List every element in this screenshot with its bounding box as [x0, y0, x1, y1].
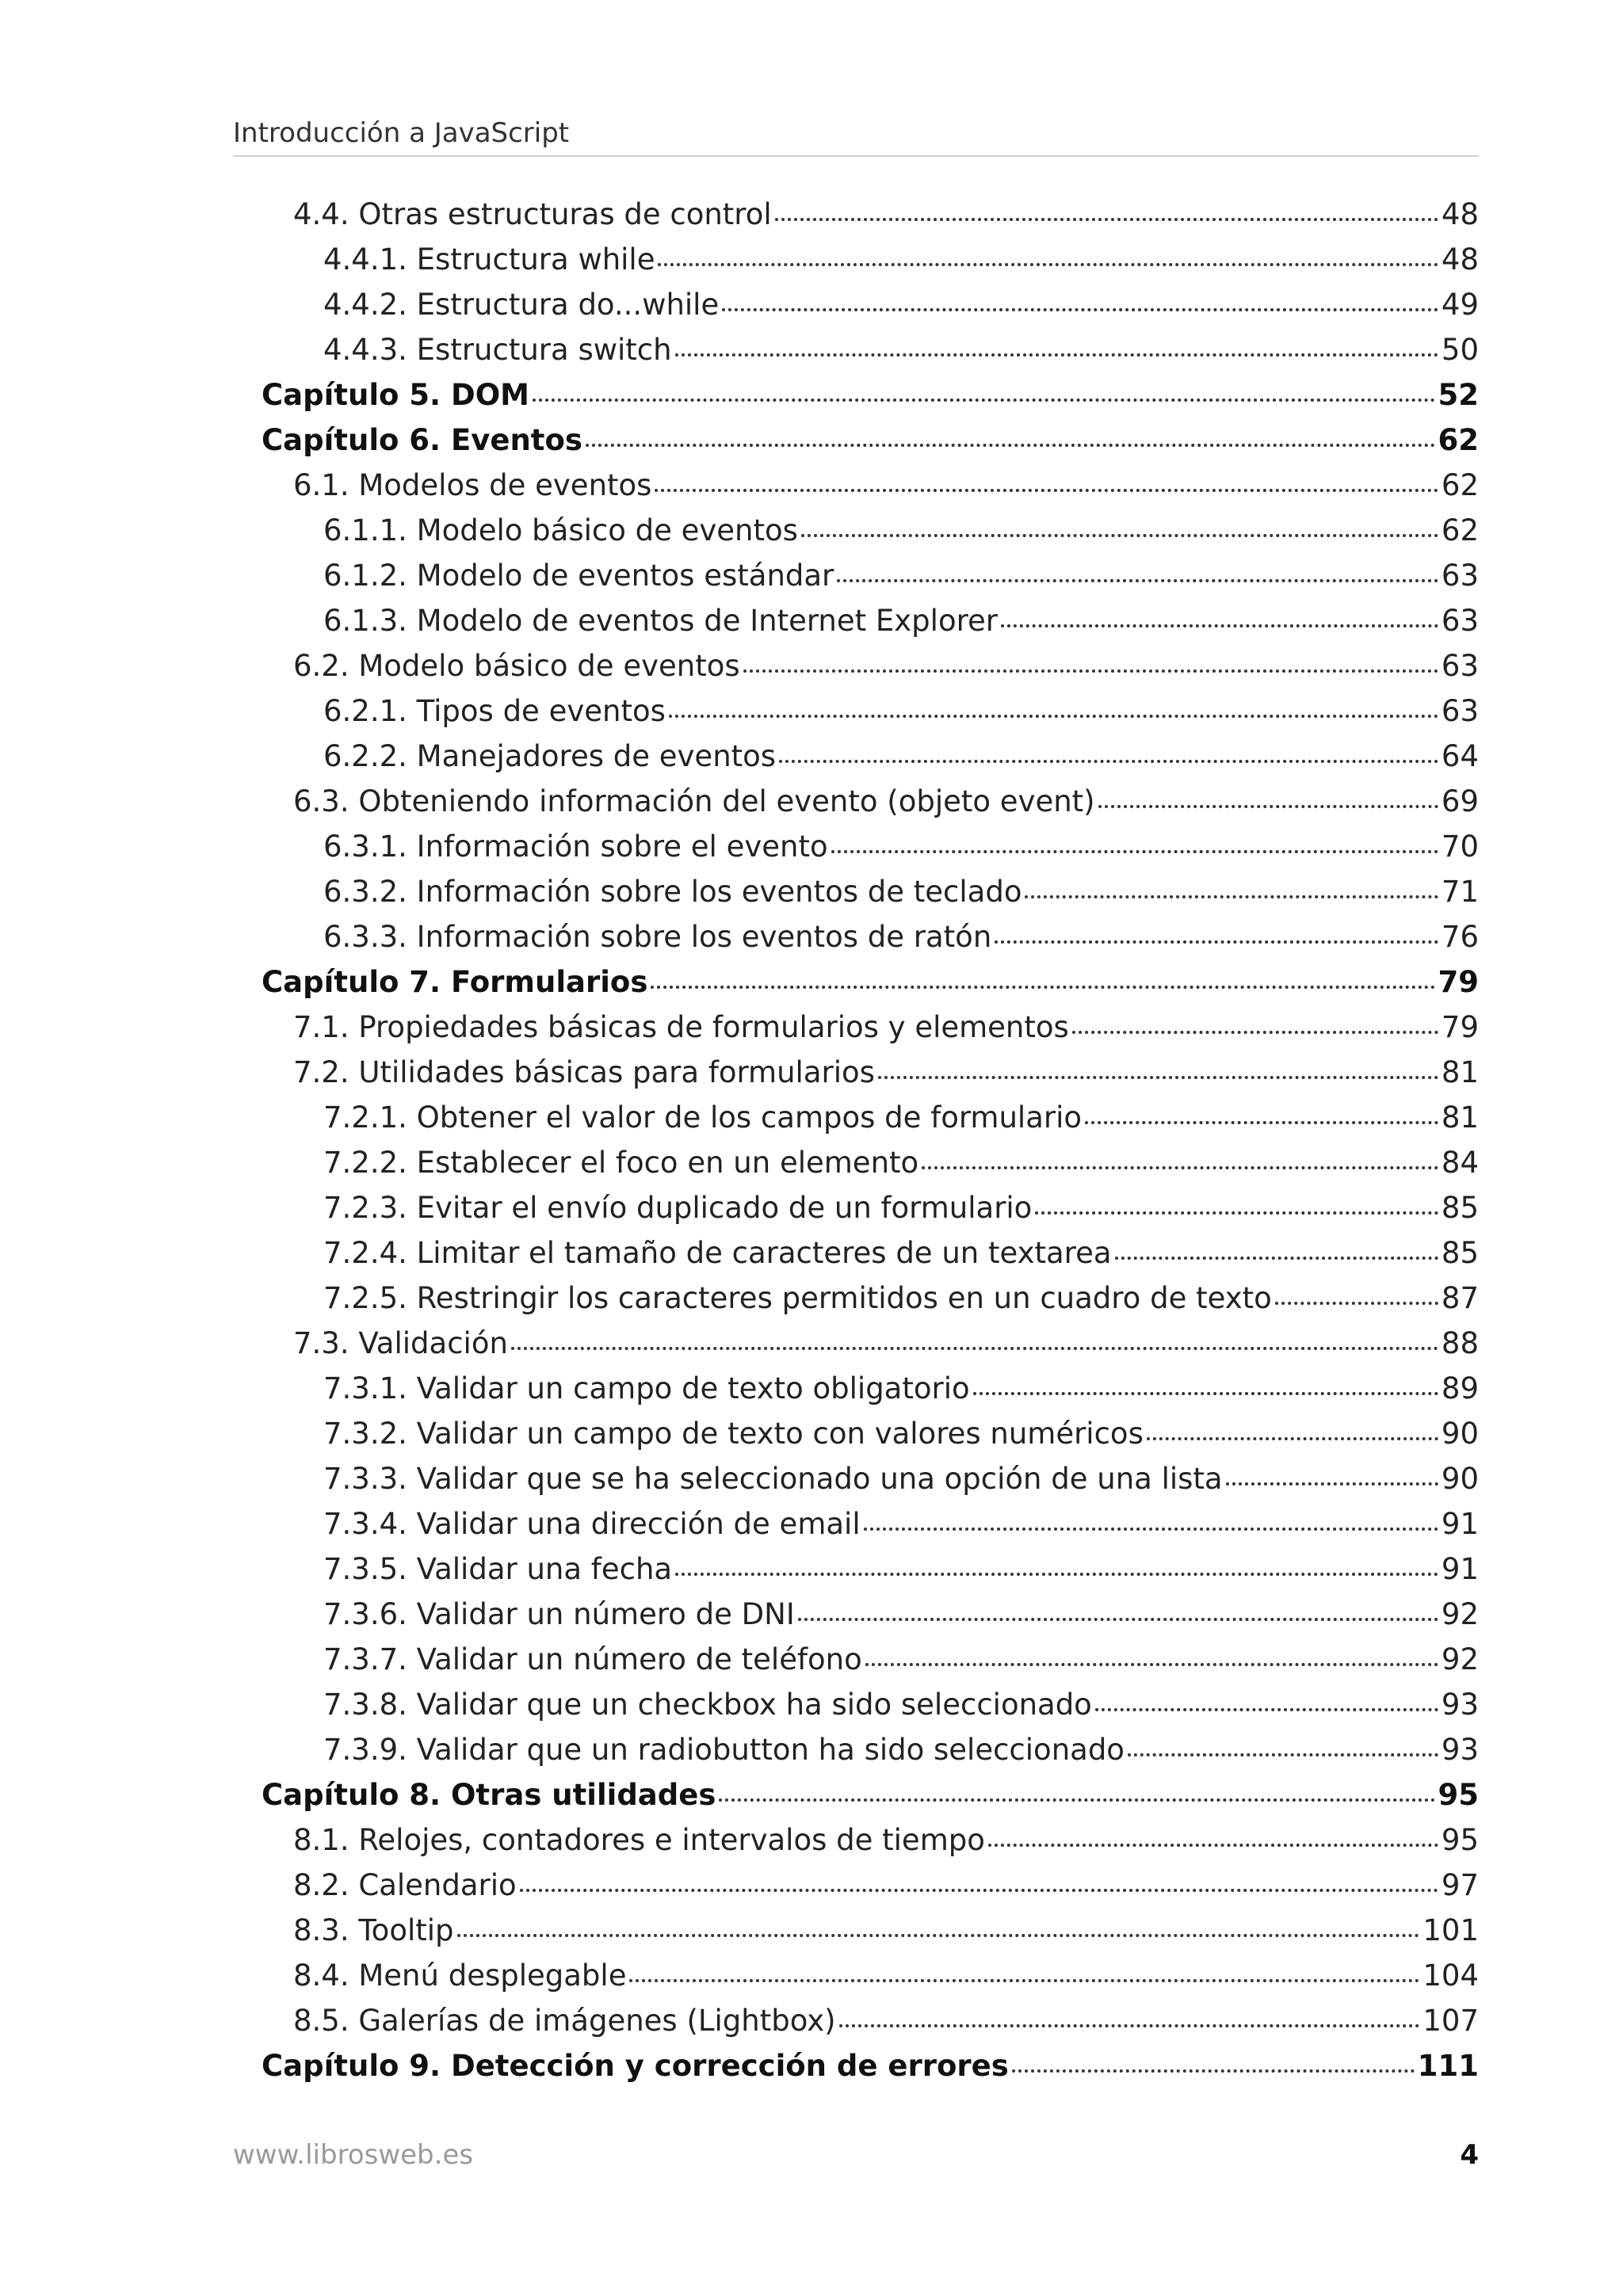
toc-entry[interactable]: [262, 237, 1479, 282]
header-divider: [233, 155, 1479, 157]
toc-entry[interactable]: [262, 1276, 1479, 1321]
toc-entry-title: 7.3.2. Validar un campo de texto con valores numéricos: [323, 1417, 1144, 1451]
toc-dot-leader: [1115, 1257, 1438, 1260]
toc-entry-title: 4.4. Otras estructuras de control: [293, 197, 772, 231]
toc-dot-leader: [1128, 1753, 1438, 1756]
toc-entry-title: 7.2.1. Obtener el valor de los campos de formulario: [323, 1100, 1082, 1135]
toc-entry[interactable]: [262, 824, 1479, 869]
toc-entry[interactable]: [262, 1411, 1479, 1456]
toc-dot-leader: [743, 669, 1438, 673]
toc-entry-page: 64: [1441, 739, 1479, 773]
toc-entry-title: 6.2.1. Tipos de eventos: [323, 694, 666, 728]
toc-entry-page: 63: [1441, 604, 1479, 638]
toc-dot-leader: [658, 263, 1438, 266]
toc-entry-title: 6.1.1. Modelo básico de eventos: [323, 513, 798, 547]
toc-dot-leader: [864, 1527, 1438, 1531]
toc-dot-leader: [1147, 1437, 1438, 1440]
toc-entry-page: 79: [1438, 965, 1479, 999]
toc-dot-leader: [1085, 1121, 1438, 1124]
toc-entry-title: 8.1. Relojes, contadores e intervalos de tiempo: [293, 1823, 985, 1857]
toc-entry-title: 8.4. Menú desplegable: [293, 1958, 627, 1993]
toc-entry-title: Capítulo 7. Formularios: [262, 965, 648, 999]
toc-chapter-entry[interactable]: [262, 959, 1479, 1005]
toc-chapter-entry[interactable]: [262, 2043, 1479, 2088]
toc-dot-leader: [1275, 1302, 1438, 1305]
toc-dot-leader: [719, 1798, 1434, 1802]
toc-entry-title: 6.1.3. Modelo de eventos de Internet Explorer: [323, 604, 998, 638]
toc-dot-leader: [1035, 1211, 1438, 1215]
toc-entry-title: 7.3. Validación: [293, 1326, 508, 1360]
toc-dot-leader: [722, 308, 1438, 311]
toc-entry-title: 7.2.5. Restringir los caracteres permitidos en un cuadro de texto: [323, 1281, 1272, 1315]
toc-dot-leader: [837, 579, 1438, 582]
toc-dot-leader: [1226, 1482, 1438, 1486]
toc-entry-title: 7.3.7. Validar un número de teléfono: [323, 1642, 862, 1676]
toc-entry-page: 63: [1441, 649, 1479, 683]
toc-dot-leader: [831, 850, 1438, 853]
toc-entry[interactable]: [262, 282, 1479, 327]
footer-url: www.librosweb.es: [233, 2139, 474, 2171]
toc-entry-page: 85: [1441, 1191, 1479, 1225]
toc-entry-title: 6.1. Modelos de eventos: [293, 468, 652, 502]
toc-dot-leader: [1072, 1031, 1438, 1034]
toc-entry-title: 6.3.3. Información sobre los eventos de ratón: [323, 920, 992, 954]
toc-entry-page: 104: [1423, 1958, 1479, 1993]
toc-chapter-entry[interactable]: [262, 418, 1479, 463]
toc-entry[interactable]: [262, 1817, 1479, 1863]
toc-entry[interactable]: [262, 1095, 1479, 1140]
toc-entry[interactable]: [262, 1998, 1479, 2043]
toc-entry-page: 63: [1441, 559, 1479, 593]
toc-dot-leader: [511, 1347, 1438, 1350]
toc-entry[interactable]: [262, 1050, 1479, 1095]
toc-entry[interactable]: [262, 1592, 1479, 1637]
toc-entry[interactable]: [262, 192, 1479, 237]
toc-entry-title: 6.3. Obteniendo información del evento (objeto event): [293, 784, 1095, 818]
toc-dot-leader: [520, 1889, 1438, 1892]
toc-dot-leader: [1001, 624, 1438, 627]
toc-dot-leader: [655, 489, 1438, 492]
toc-dot-leader: [779, 760, 1438, 763]
toc-entry-title: 7.3.9. Validar que un radiobutton ha sido seleccionado: [323, 1733, 1125, 1767]
toc-entry-title: 6.2. Modelo básico de eventos: [293, 649, 740, 683]
toc-dot-leader: [1095, 1708, 1438, 1711]
toc-entry-page: 101: [1423, 1913, 1479, 1947]
toc-dot-leader: [629, 1979, 1419, 1982]
toc-entry-title: 7.2. Utilidades básicas para formularios: [293, 1055, 875, 1089]
toc-entry-title: 6.1.2. Modelo de eventos estándar: [323, 559, 834, 593]
toc-entry[interactable]: [262, 1863, 1479, 1908]
toc-dot-leader: [1012, 2069, 1415, 2073]
toc-entry[interactable]: [262, 734, 1479, 779]
toc-entry-page: 50: [1441, 333, 1479, 367]
toc-entry-page: 48: [1441, 242, 1479, 277]
toc-entry-title: 7.3.1. Validar un campo de texto obligatorio: [323, 1371, 970, 1405]
toc-dot-leader: [675, 1573, 1438, 1576]
toc-entry-title: 6.3.1. Información sobre el evento: [323, 830, 828, 864]
toc-entry-page: 70: [1441, 830, 1479, 864]
toc-entry-title: 7.3.8. Validar que un checkbox ha sido seleccionado: [323, 1688, 1092, 1722]
toc-entry-title: 6.2.2. Manejadores de eventos: [323, 739, 777, 773]
toc-entry[interactable]: [262, 1727, 1479, 1772]
toc-entry-page: 71: [1441, 875, 1479, 909]
toc-entry[interactable]: [262, 508, 1479, 553]
toc-entry-page: 107: [1423, 2004, 1479, 2038]
toc-entry[interactable]: [262, 1140, 1479, 1185]
toc-entry[interactable]: [262, 1366, 1479, 1411]
toc-entry[interactable]: [262, 1185, 1479, 1230]
toc-entry-page: 49: [1441, 288, 1479, 322]
toc-entry[interactable]: [262, 327, 1479, 372]
toc-entry-page: 97: [1441, 1868, 1479, 1902]
toc-dot-leader: [801, 534, 1438, 537]
toc-entry-page: 81: [1441, 1055, 1479, 1089]
toc-entry-title: Capítulo 8. Otras utilidades: [262, 1778, 716, 1812]
toc-entry-title: Capítulo 9. Detección y corrección de errores: [262, 2049, 1009, 2083]
toc-entry-page: 62: [1441, 513, 1479, 547]
toc-entry-page: 79: [1441, 1010, 1479, 1044]
toc-entry-page: 90: [1441, 1462, 1479, 1496]
toc-dot-leader: [839, 2024, 1420, 2027]
toc-entry[interactable]: [262, 1908, 1479, 1953]
toc-dot-leader: [533, 399, 1435, 402]
toc-entry[interactable]: [262, 1637, 1479, 1682]
toc-entry-page: 87: [1441, 1281, 1479, 1315]
toc-entry-title: 7.2.4. Limitar el tamaño de caracteres de un textarea: [323, 1236, 1112, 1270]
toc-dot-leader: [1098, 805, 1438, 808]
toc-entry[interactable]: [262, 1953, 1479, 1998]
toc-entry[interactable]: [262, 598, 1479, 643]
toc-entry-page: 76: [1441, 920, 1479, 954]
toc-entry-page: 62: [1438, 423, 1479, 457]
toc-entry-title: 4.4.1. Estructura while: [323, 242, 655, 277]
toc-entry-title: 7.3.5. Validar una fecha: [323, 1552, 673, 1586]
toc-entry[interactable]: [262, 463, 1479, 508]
toc-entry-title: 8.3. Tooltip: [293, 1913, 454, 1947]
toc-chapter-entry[interactable]: [262, 372, 1479, 418]
toc-entry-page: 92: [1441, 1597, 1479, 1631]
table-of-contents: [262, 192, 1479, 2088]
page-number: 4: [1460, 2139, 1479, 2171]
toc-entry-title: 7.3.6. Validar un número de DNI: [323, 1597, 795, 1631]
toc-entry-page: 95: [1441, 1823, 1479, 1857]
toc-entry[interactable]: [262, 1456, 1479, 1501]
toc-entry[interactable]: [262, 553, 1479, 598]
toc-entry-title: 7.1. Propiedades básicas de formularios y elementos: [293, 1010, 1069, 1044]
toc-entry[interactable]: [262, 914, 1479, 959]
toc-entry-page: 84: [1441, 1146, 1479, 1180]
toc-entry[interactable]: [262, 1321, 1479, 1366]
toc-chapter-entry[interactable]: [262, 1772, 1479, 1817]
toc-entry[interactable]: [262, 1682, 1479, 1727]
toc-entry-page: 62: [1441, 468, 1479, 502]
toc-dot-leader: [457, 1934, 1420, 1937]
toc-entry[interactable]: [262, 1501, 1479, 1547]
toc-entry-title: 7.2.2. Establecer el foco en un elemento: [323, 1146, 919, 1180]
toc-dot-leader: [922, 1166, 1438, 1169]
toc-entry[interactable]: [262, 779, 1479, 824]
toc-entry-page: 92: [1441, 1642, 1479, 1676]
toc-dot-leader: [675, 353, 1438, 357]
toc-dot-leader: [1025, 895, 1438, 898]
toc-dot-leader: [878, 1076, 1438, 1079]
toc-entry-title: 8.5. Galerías de imágenes (Lightbox): [293, 2004, 836, 2038]
toc-entry[interactable]: [262, 869, 1479, 914]
toc-dot-leader: [775, 218, 1438, 221]
toc-entry-page: 63: [1441, 694, 1479, 728]
toc-entry-title: 4.4.2. Estructura do...while: [323, 288, 720, 322]
toc-entry-page: 93: [1441, 1688, 1479, 1722]
toc-dot-leader: [995, 940, 1438, 944]
toc-entry-title: 6.3.2. Información sobre los eventos de teclado: [323, 875, 1022, 909]
toc-entry-title: Capítulo 5. DOM: [262, 378, 529, 412]
toc-entry-page: 52: [1438, 378, 1479, 412]
toc-entry[interactable]: [262, 1547, 1479, 1592]
toc-entry-page: 111: [1417, 2049, 1479, 2083]
toc-entry-page: 93: [1441, 1733, 1479, 1767]
toc-entry-page: 91: [1441, 1507, 1479, 1541]
toc-entry-title: 7.3.4. Validar una dirección de email: [323, 1507, 861, 1541]
toc-dot-leader: [973, 1392, 1438, 1395]
toc-dot-leader: [651, 986, 1434, 989]
toc-entry-page: 89: [1441, 1371, 1479, 1405]
toc-entry-page: 95: [1438, 1778, 1479, 1812]
toc-entry-page: 69: [1441, 784, 1479, 818]
toc-entry-page: 85: [1441, 1236, 1479, 1270]
toc-entry-title: 7.2.3. Evitar el envío duplicado de un formulario: [323, 1191, 1033, 1225]
toc-entry-page: 48: [1441, 197, 1479, 231]
toc-entry-page: 81: [1441, 1100, 1479, 1135]
toc-dot-leader: [988, 1844, 1438, 1847]
toc-dot-leader: [865, 1663, 1438, 1666]
toc-entry-page: 90: [1441, 1417, 1479, 1451]
toc-dot-leader: [586, 444, 1435, 447]
toc-dot-leader: [669, 715, 1438, 718]
toc-entry-page: 91: [1441, 1552, 1479, 1586]
toc-entry[interactable]: [262, 688, 1479, 734]
toc-entry-title: 8.2. Calendario: [293, 1868, 517, 1902]
toc-dot-leader: [798, 1618, 1438, 1621]
running-header: Introducción a JavaScript: [233, 117, 570, 149]
toc-entry[interactable]: [262, 643, 1479, 688]
toc-entry[interactable]: [262, 1005, 1479, 1050]
toc-entry-title: 7.3.3. Validar que se ha seleccionado una opción de una lista: [323, 1462, 1223, 1496]
toc-entry-title: Capítulo 6. Eventos: [262, 423, 582, 457]
toc-entry-title: 4.4.3. Estructura switch: [323, 333, 672, 367]
toc-entry[interactable]: [262, 1230, 1479, 1276]
toc-entry-page: 88: [1441, 1326, 1479, 1360]
